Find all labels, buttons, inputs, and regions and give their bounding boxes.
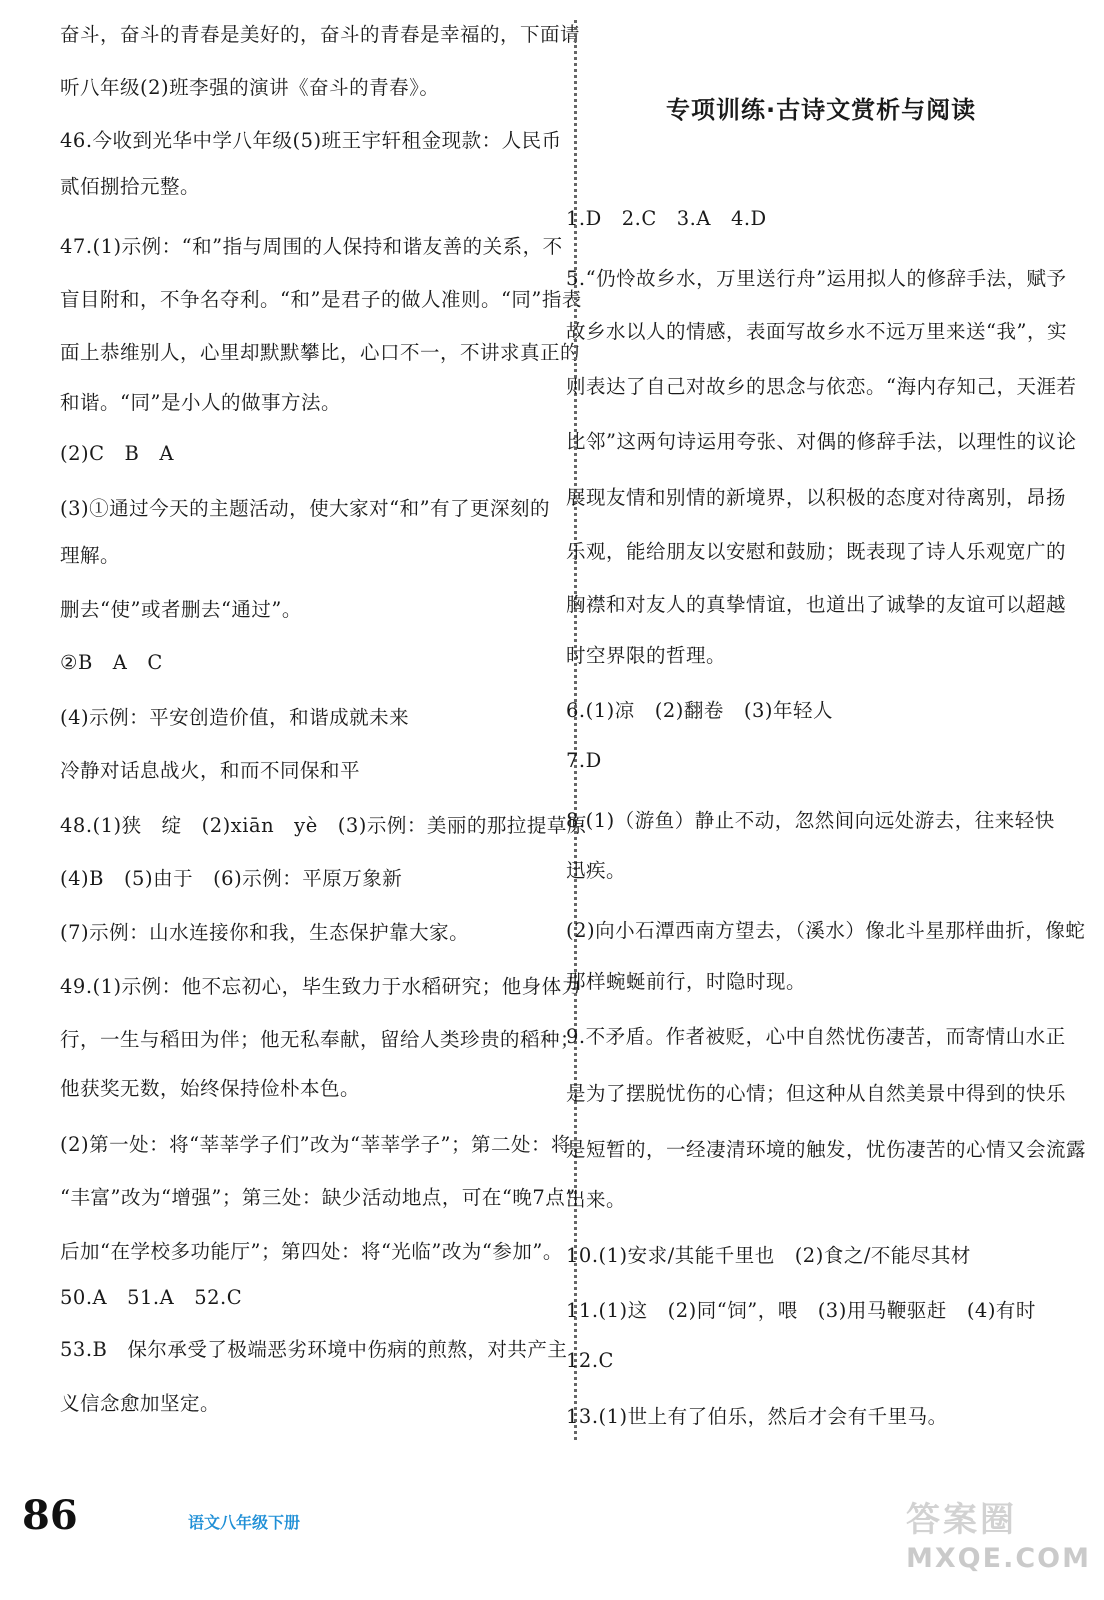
text-line: 面上恭维别人，心里却默默攀比，心口不一，不讲求真正的 [60, 341, 581, 364]
text-line: (2)向小石潭西南方望去，（溪水）像北斗星那样曲折，像蛇 [566, 919, 1086, 942]
text-line: 13.(1)世上有了伯乐，然后才会有千里马。 [566, 1405, 948, 1428]
text-line: (4)B (5)由于 (6)示例：平原万象新 [60, 867, 403, 890]
text-line: 那样蜿蜒前行，时隐时现。 [566, 970, 807, 993]
text-line: 行，一生与稻田为伴；他无私奉献，留给人类珍贵的稻种； [60, 1028, 581, 1051]
text-line: 7.D [566, 749, 602, 772]
text-line: 出来。 [566, 1188, 627, 1211]
text-line: 时空界限的哲理。 [566, 644, 727, 667]
text-line: (3)①通过今天的主题活动，使大家对“和”有了更深刻的 [60, 497, 551, 520]
text-line: 53.B 保尔承受了极端恶劣环境中伤病的煎熬，对共产主 [60, 1338, 568, 1361]
section-title: 专项训练·古诗文赏析与阅读 [666, 96, 977, 124]
text-line: 5.“仍怜故乡水，万里送行舟”运用拟人的修辞手法，赋予 [566, 267, 1067, 290]
text-line: 后加“在学校多功能厅”；第四处：将“光临”改为“参加”。 [60, 1240, 563, 1263]
text-line: 比邻”这两句诗运用夸张、对偶的修辞手法，以理性的议论 [566, 430, 1077, 453]
text-line: 48.(1)狭 绽 (2)xiān yè (3)示例：美丽的那拉提草原 [60, 814, 587, 837]
text-line: 展现友情和别情的新境界，以积极的态度对待离别，昂扬 [566, 486, 1067, 509]
text-line: 是短暂的，一经凄清环境的触发，忧伤凄苦的心情又会流露 [566, 1138, 1087, 1161]
text-line: (7)示例：山水连接你和我，生态保护靠大家。 [60, 921, 470, 944]
text-line: 6.(1)凉 (2)翻卷 (3)年轻人 [566, 699, 833, 722]
text-line: 是为了摆脱忧伤的心情；但这种从自然美景中得到的快乐 [566, 1082, 1067, 1105]
text-line: (4)示例：平安创造价值，和谐成就未来 [60, 706, 410, 729]
text-line: 义信念愈加坚定。 [60, 1392, 221, 1415]
text-line: 奋斗，奋斗的青春是美好的，奋斗的青春是幸福的，下面请 [60, 23, 581, 46]
text-line: 则表达了自己对故乡的思念与依恋。“海内存知己，天涯若 [566, 375, 1077, 398]
text-line: 迅疾。 [566, 859, 627, 882]
book-title: 语文八年级下册 [188, 1513, 301, 1532]
text-line: 冷静对话息战火，和而不同保和平 [60, 759, 361, 782]
column-divider [574, 20, 577, 1440]
page-number: 86 [22, 1492, 78, 1539]
text-line: 删去“使”或者删去“通过”。 [60, 598, 302, 621]
watermark [906, 1492, 1096, 1574]
text-line: 11.(1)这 (2)同“饲”，喂 (3)用马鞭驱赶 (4)有时 [566, 1299, 1036, 1322]
text-line: ②B A C [60, 651, 163, 674]
text-line: (2)第一处：将“莘莘学子们”改为“莘莘学子”；第二处：将 [60, 1133, 571, 1156]
text-line: “丰富”改为“增强”；第三处：缺少活动地点，可在“晚7点” [60, 1186, 576, 1209]
text-line: 9.不矛盾。作者被贬，心中自然忧伤凄苦，而寄情山水正 [566, 1025, 1066, 1048]
text-line: 1.D 2.C 3.A 4.D [566, 207, 767, 230]
text-line: 47.(1)示例：“和”指与周围的人保持和谐友善的关系，不 [60, 235, 563, 258]
text-line: 49.(1)示例：他不忘初心，毕生致力于水稻研究；他身体力 [60, 975, 582, 998]
text-line: 50.A 51.A 52.C [60, 1286, 243, 1309]
text-line: 12.C [566, 1349, 614, 1372]
text-line: 胸襟和对友人的真挚情谊，也道出了诚挚的友谊可以超越 [566, 593, 1067, 616]
text-line: 10.(1)安求/其能千里也 (2)食之/不能尽其材 [566, 1244, 971, 1267]
text-line: 盲目附和，不争名夺利。“和”是君子的做人准则。“同”指表 [60, 288, 582, 311]
text-line: 和谐。“同”是小人的做事方法。 [60, 391, 341, 414]
text-line: 46.今收到光华中学八年级(5)班王宇轩租金现款：人民币 [60, 129, 562, 152]
text-line: 8.(1)（游鱼）静止不动，忽然间向远处游去，往来轻快 [566, 809, 1055, 832]
watermark-url: MXQE.COM [906, 1543, 1091, 1574]
text-line: 乐观，能给朋友以安慰和鼓励；既表现了诗人乐观宽广的 [566, 540, 1067, 563]
text-line: 听八年级(2)班李强的演讲《奋斗的青春》。 [60, 76, 440, 99]
text-line: 贰佰捌拾元整。 [60, 175, 201, 198]
text-line: (2)C B A [60, 442, 174, 465]
watermark-logo: 答案圈 [906, 1500, 1017, 1540]
text-line: 故乡水以人的情感，表面写故乡水不远万里来送“我”，实 [566, 320, 1067, 343]
text-line: 理解。 [60, 544, 121, 567]
text-line: 他获奖无数，始终保持俭朴本色。 [60, 1077, 361, 1100]
